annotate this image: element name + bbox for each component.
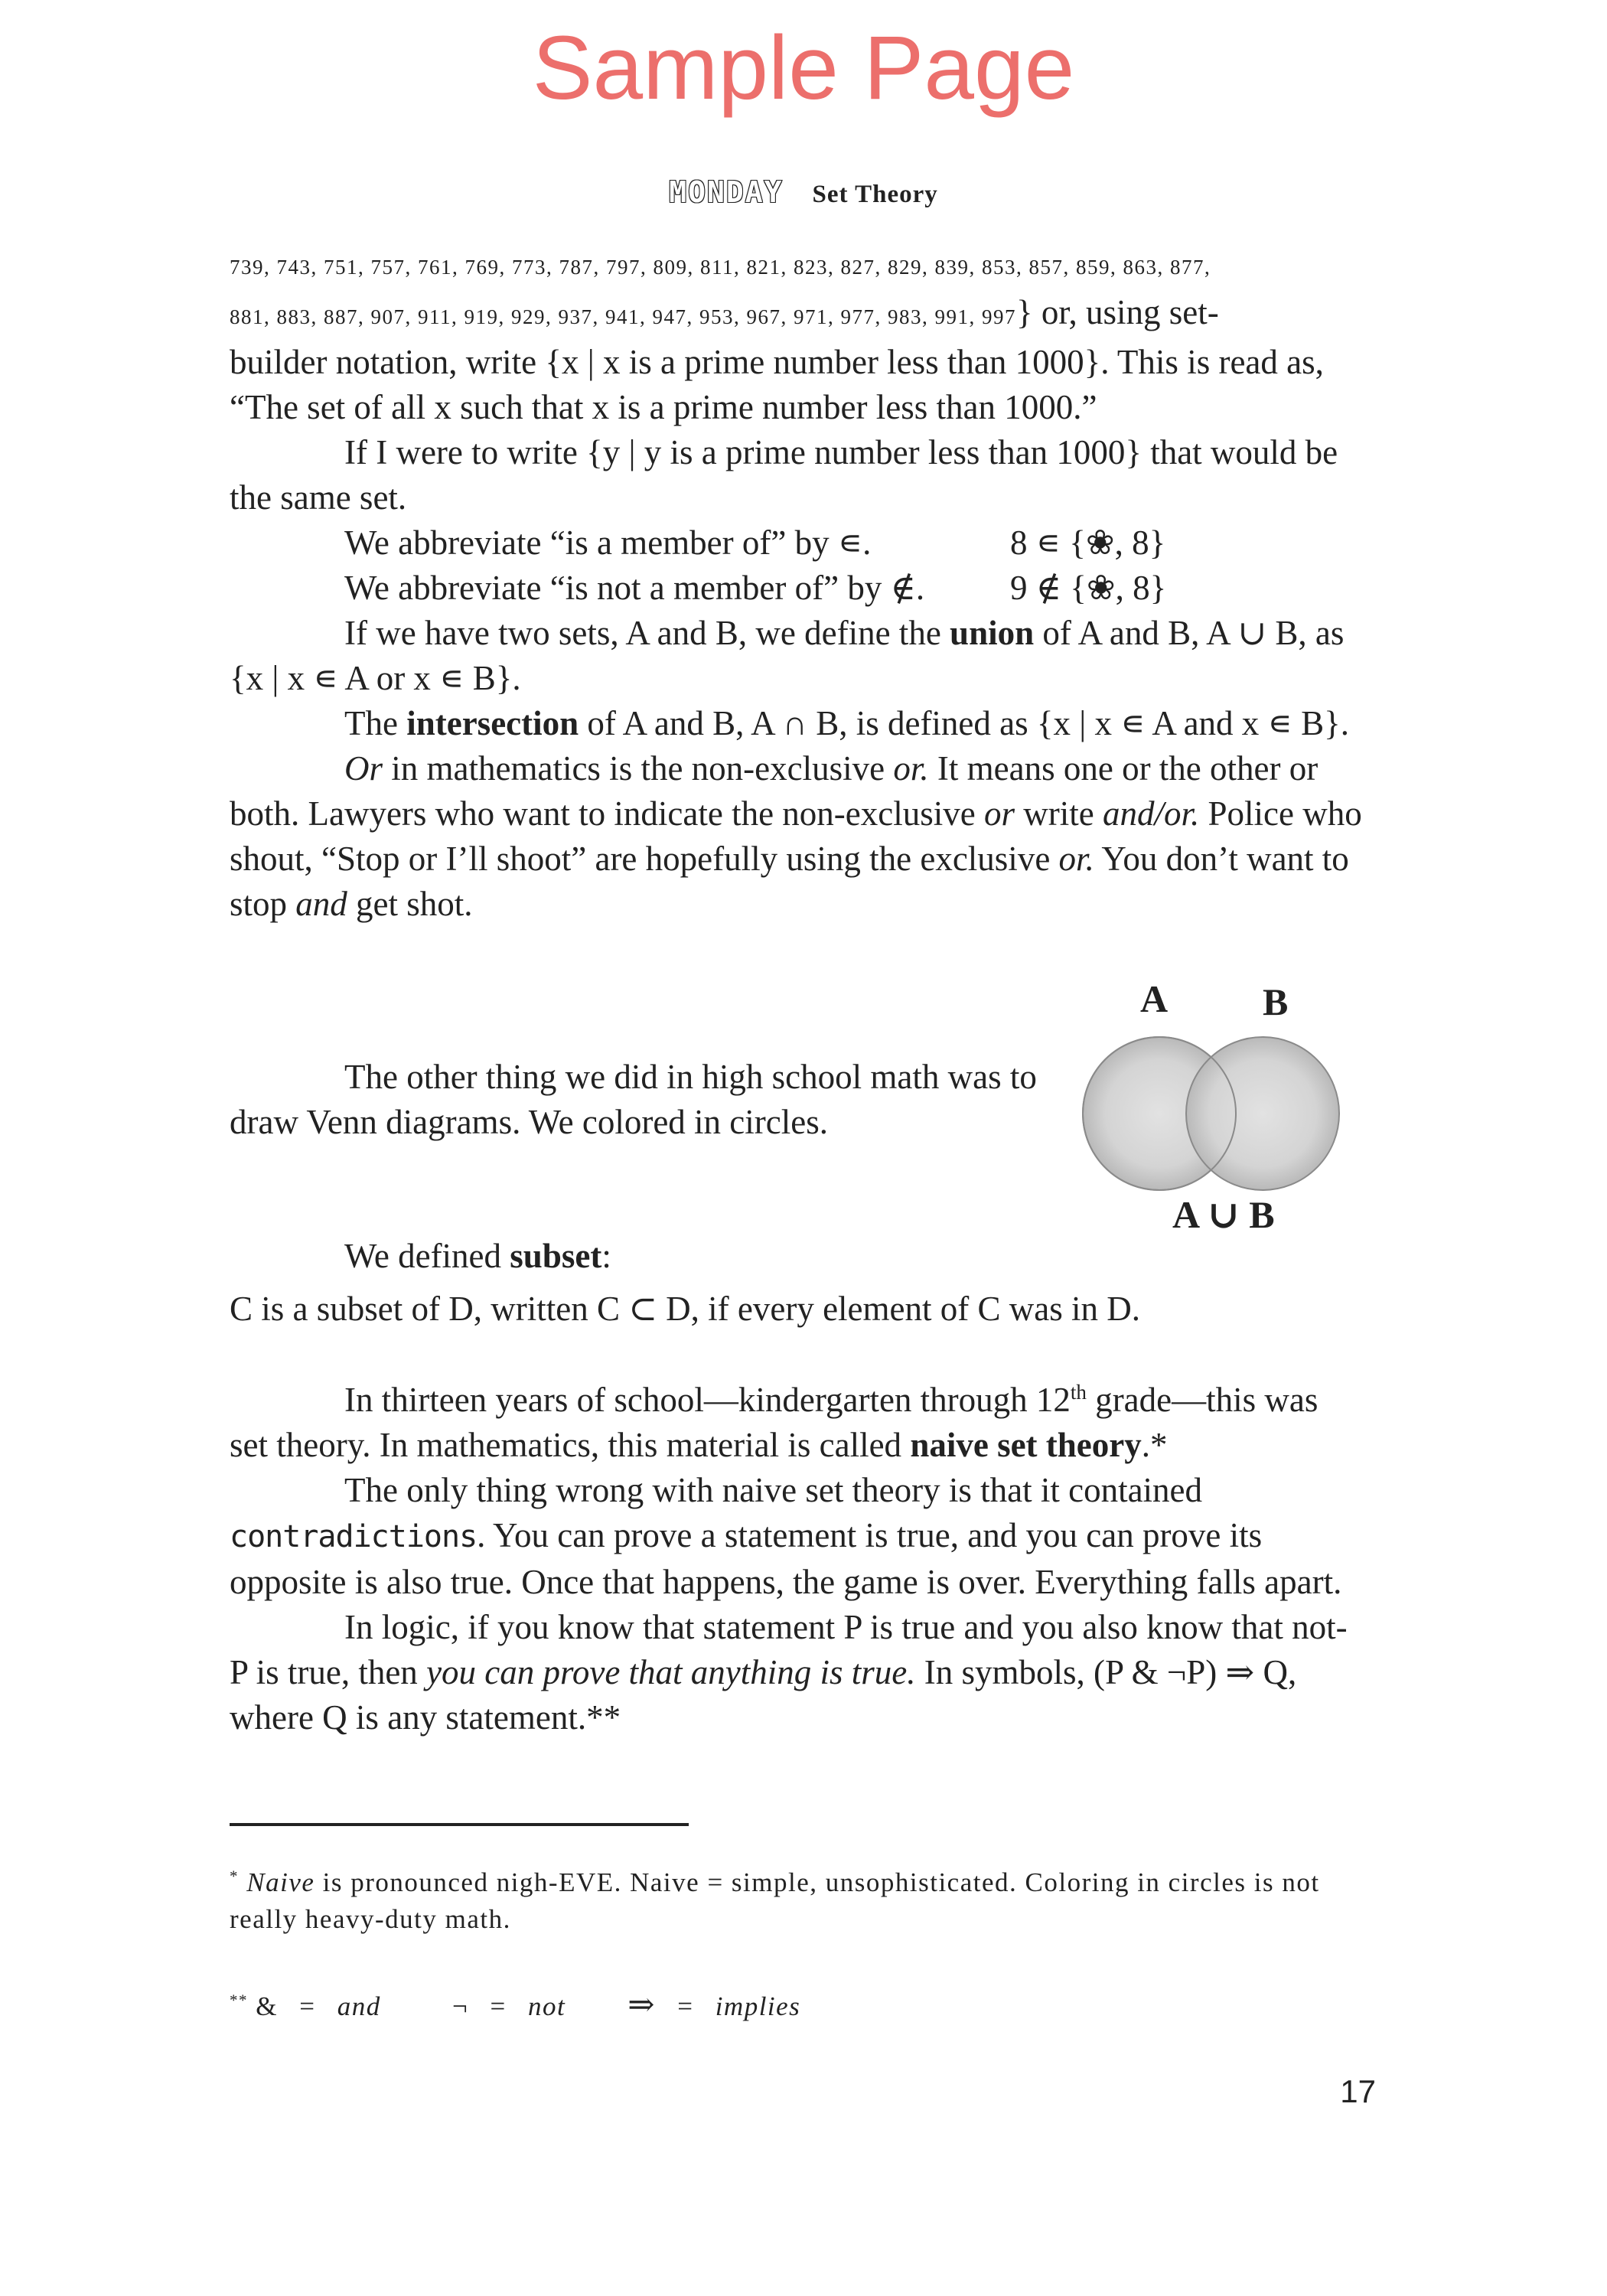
implies-word: implies	[715, 1991, 801, 2021]
or-text-6: write	[1015, 794, 1103, 833]
union-text-post: of A and B, A ∪ B, as {x | x ∊ A or x ∊ B}.	[230, 614, 1345, 697]
implies-symbol: ⇒	[627, 1988, 656, 2023]
set-builder-paragraph: builder notation, write {x | x is a prime number less than 1000}. This is read as, “The set of all x such that x is a prime number less than 1000.”	[230, 343, 1324, 426]
or-text-8: Police who shout, “Stop or I’ll shoot” are hopefully using the exclusive	[230, 794, 1362, 878]
member-definition: We abbreviate “is a member of” by ∊.	[344, 523, 872, 562]
not-word: not	[527, 1991, 566, 2021]
school-paragraph	[230, 1378, 1362, 1468]
or-text-12: get shot.	[347, 885, 473, 923]
wrong-text-2: . You can prove a statement is true, and you can prove its opposite is also true. Once that happens, the game is over. Everything falls apart.	[230, 1516, 1342, 1601]
not-member-example: 9 ∉ {❀, 8}	[1010, 569, 1167, 607]
footnote-1-text: is pronounced nigh-EVE. Naive = simple, unsophisticated. Coloring in circles is not really heavy-duty math.	[230, 1867, 1320, 1934]
subset-intro	[230, 1234, 1362, 1279]
equals-sign: =	[299, 1991, 316, 2021]
logic-text-1: In logic, if you know that statement P is true and you also know that not-P is true, then	[230, 1608, 1348, 1691]
union-text-pre: If we have two sets, A and B, we define the	[344, 614, 950, 652]
equals-sign: =	[490, 1991, 507, 2021]
subset-term: subset	[510, 1237, 602, 1275]
logic-text-2: In symbols, (P & ¬P) ⇒ Q, where Q is any statement.**	[230, 1653, 1297, 1737]
primes-line-2	[230, 290, 1362, 340]
member-example: 8 ∊ {❀, 8}	[1010, 523, 1166, 562]
or-text-2: in mathematics is the non-exclusive	[383, 749, 894, 788]
subset-definition: C is a subset of D, written C ⊂ D, if every element of C was in D.	[230, 1290, 1140, 1328]
or-text-9: or.	[1058, 840, 1094, 878]
same-set-paragraph: If I were to write {y | y is a prime number less than 1000} that would be the same set.	[230, 433, 1338, 517]
subset-intro-post: :	[601, 1237, 611, 1275]
page-number: 17	[1340, 2073, 1376, 2109]
school-text-1: In thirteen years of school—kindergarten through 12	[344, 1381, 1071, 1419]
union-term: union	[950, 614, 1035, 652]
school-sup: th	[1070, 1381, 1087, 1404]
venn-paragraph	[230, 1055, 1071, 1145]
and-word: and	[337, 1991, 381, 2021]
and-symbol: &	[256, 1991, 278, 2021]
or-text-1: Or	[344, 749, 383, 788]
member-row	[230, 520, 1362, 566]
contradictions-paragraph	[230, 1468, 1362, 1605]
not-symbol: ¬	[451, 1991, 469, 2021]
page-header	[0, 175, 1607, 209]
naive-set-theory-term: naive set theory	[910, 1426, 1142, 1464]
or-text-5: or	[983, 794, 1015, 833]
venn-label-b: B	[1263, 980, 1289, 1023]
or-text-11: and	[295, 885, 347, 923]
venn-text: The other thing we did in high school math was to draw Venn diagrams. We colored in circles.	[230, 1058, 1037, 1141]
primes-line-1: 739, 743, 751, 757, 761, 769, 773, 787, 797, 809, 811, 821, 823, 827, 829, 839, 853, 857, 859, 863, 877,	[230, 256, 1211, 279]
logic-paragraph	[230, 1605, 1362, 1740]
not-member-definition: We abbreviate “is not a member of” by ∉.	[344, 569, 925, 607]
chapter-title: Set Theory	[812, 181, 938, 208]
or-text-4: It means one or the other or both. Lawyers who want to indicate the non-exclusive	[230, 749, 1319, 833]
wrong-text-1: The only thing wrong with naive set theory is that it contained	[344, 1471, 1203, 1509]
union-paragraph	[230, 611, 1362, 701]
main-text-bottom	[230, 1234, 1362, 1740]
footnote-1-mark: *	[230, 1867, 239, 1886]
sample-page-watermark: Sample Page	[532, 18, 1075, 119]
intersection-text-pre: The	[344, 704, 407, 742]
or-text-3: or.	[893, 749, 929, 788]
or-paragraph	[230, 746, 1362, 927]
school-text-3: .*	[1141, 1426, 1168, 1464]
or-text-7: and/or.	[1102, 794, 1200, 833]
footnote-1-emphasis: Naive	[246, 1867, 315, 1897]
footnote-2-mark: **	[230, 1991, 248, 2010]
school-text-2: grade—this was set theory. In mathematics, this material is called	[230, 1381, 1319, 1464]
main-text-top	[230, 245, 1362, 927]
day-label: MONDAY	[669, 175, 784, 209]
equals-sign: =	[677, 1991, 694, 2021]
intersection-text-post: of A and B, A ∩ B, is defined as {x | x ∊ A and x ∊ B}.	[579, 704, 1349, 742]
footnote-1	[230, 1864, 1377, 1938]
contradictions-word: contradictions	[230, 1519, 478, 1554]
venn-label-a: A	[1140, 977, 1169, 1020]
intersection-paragraph	[230, 701, 1362, 746]
venn-diagram	[1071, 977, 1377, 1270]
not-member-row	[230, 566, 1362, 611]
intersection-term: intersection	[406, 704, 579, 742]
subset-intro-pre: We defined	[344, 1237, 510, 1275]
primes-line-2-numbers: 881, 883, 887, 907, 911, 919, 929, 937, 941, 947, 953, 967, 971, 977, 983, 991, 997	[230, 305, 1016, 328]
primes-line-2-tail: } or, using set-	[1016, 293, 1219, 331]
footnote-divider	[230, 1823, 689, 1826]
circle-b	[1186, 1037, 1339, 1190]
venn-caption: A ∪ B	[1172, 1193, 1275, 1236]
footnotes	[230, 1864, 1377, 2025]
or-text-10: You don’t want to stop	[230, 840, 1349, 923]
footnote-2	[230, 1987, 1377, 2025]
logic-emphasis: you can prove that anything is true.	[426, 1653, 916, 1691]
